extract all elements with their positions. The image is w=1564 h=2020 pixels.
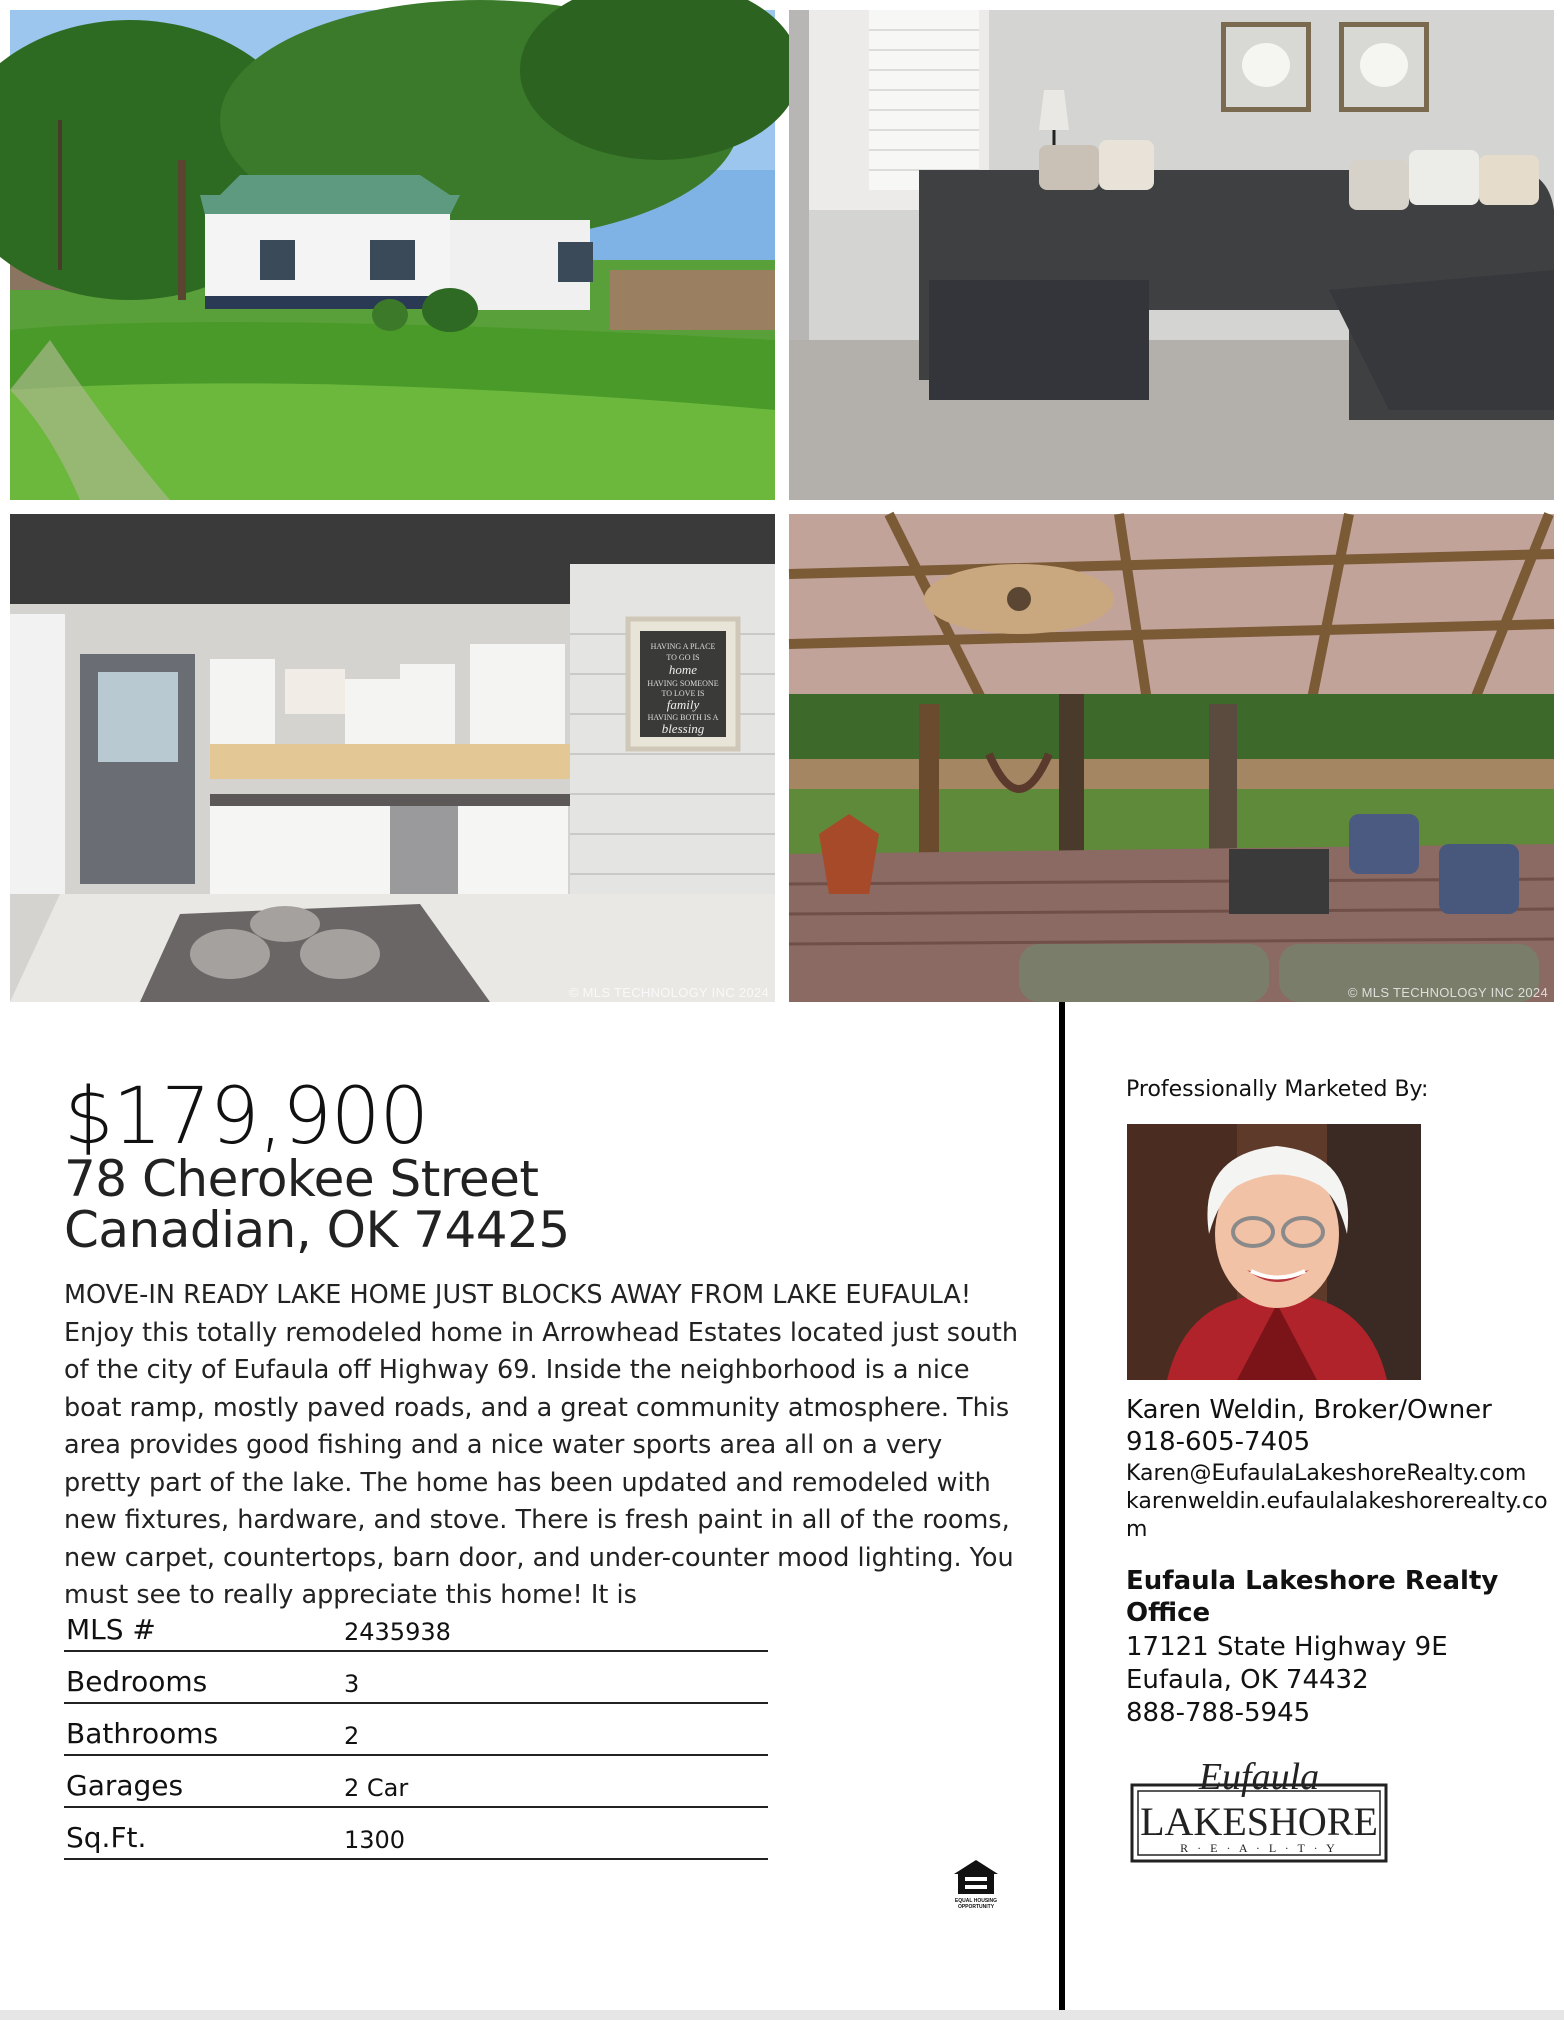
kitchen-photo: [10, 514, 775, 1002]
agent-website-line-1[interactable]: karenweldin.eufaulalakeshorerealty.co: [1126, 1489, 1548, 1514]
svg-text:home: home: [668, 662, 698, 677]
exterior-photo: [10, 10, 775, 500]
office-name-line-2: Office: [1126, 1598, 1211, 1628]
fact-row-bedrooms: [64, 1652, 768, 1704]
office-name: [1126, 1565, 1506, 1629]
fact-row-bathrooms: [64, 1704, 768, 1756]
fact-row-mls: [64, 1600, 768, 1652]
fact-label: Bathrooms: [66, 1717, 219, 1750]
logo-script-text: Eufaula: [1198, 1756, 1320, 1798]
fact-label: Sq.Ft.: [66, 1821, 147, 1854]
fact-value: 3: [344, 1670, 360, 1698]
fact-label: Bedrooms: [66, 1665, 208, 1698]
svg-text:HAVING A PLACE: HAVING A PLACE: [650, 642, 716, 651]
logo-sub-text: R · E · A · L · T · Y: [1180, 1841, 1338, 1855]
svg-text:blessing: blessing: [661, 721, 705, 736]
fact-value: 2 Car: [344, 1774, 409, 1802]
agent-phone[interactable]: 918-605-7405: [1126, 1427, 1311, 1457]
fact-row-sqft: [64, 1808, 768, 1860]
fact-value: 2435938: [344, 1618, 451, 1646]
agent-website-line-2[interactable]: m: [1126, 1517, 1148, 1542]
agent-photo: [1127, 1124, 1421, 1380]
facts-table: [64, 1600, 768, 1860]
svg-text:family: family: [666, 697, 700, 712]
svg-text:HAVING SOMEONE: HAVING SOMEONE: [647, 679, 719, 688]
watermark: © MLS TECHNOLOGY INC 2024: [1347, 985, 1548, 1000]
equal-housing-text-2: OPPORTUNITY: [957, 1904, 995, 1910]
fact-label: MLS #: [66, 1613, 156, 1646]
address-line-1: 78 Cherokee Street: [64, 1150, 539, 1208]
watermark: © MLS TECHNOLOGY INC 2024: [568, 985, 769, 1000]
office-city: Eufaula, OK 74432: [1126, 1665, 1369, 1695]
fact-value: 2: [344, 1722, 360, 1750]
living-room-photo: [789, 10, 1554, 500]
agent-name-title: Karen Weldin, Broker/Owner: [1126, 1395, 1492, 1425]
covered-patio-photo: [789, 514, 1554, 1002]
agent-email[interactable]: Karen@EufaulaLakeshoreRealty.com: [1126, 1461, 1527, 1486]
fact-label: Garages: [66, 1769, 184, 1802]
eufaula-lakeshore-logo: [1128, 1755, 1390, 1867]
svg-text:TO LOVE IS: TO LOVE IS: [661, 689, 705, 698]
marketed-by-label: Professionally Marketed By:: [1126, 1077, 1429, 1102]
equal-housing-text-1: EQUAL HOUSING: [954, 1898, 998, 1904]
office-phone[interactable]: 888-788-5945: [1126, 1698, 1311, 1728]
listing-price: $179,900: [64, 1072, 429, 1162]
office-name-line-1: Eufaula Lakeshore Realty: [1126, 1566, 1499, 1596]
address-line-2: Canadian, OK 74425: [64, 1201, 570, 1259]
svg-text:TO GO IS: TO GO IS: [666, 653, 700, 662]
office-street: 17121 State Highway 9E: [1126, 1632, 1448, 1662]
logo-main-text: LAKESHORE: [1140, 1799, 1378, 1844]
fact-row-garages: [64, 1756, 768, 1808]
svg-text:HAVING BOTH IS A: HAVING BOTH IS A: [647, 713, 719, 722]
listing-description: MOVE-IN READY LAKE HOME JUST BLOCKS AWAY FROM LAKE EUFAULA! Enjoy this totally remodeled home in Arrowhead Estates located just south of the city of Eufaula off Highway 69. Inside the neighborhood is a nice boat ramp, mostly paved roads, and a great community atmosphere. This area provides good fishing and a nice water sports area all on a very pretty part of the lake. The home has been updated and remodeled with new fixtures, hardware, and stove. There is fresh paint in all of the rooms, new carpet, countertops, barn door, and under-counter mood lighting. You must see to really appreciate this home! It is: [64, 1280, 1019, 1610]
bottom-strip: [0, 2010, 1564, 2020]
column-divider: [1059, 1002, 1065, 2010]
fact-value: 1300: [344, 1826, 406, 1854]
equal-housing-icon: [950, 1858, 1002, 1910]
